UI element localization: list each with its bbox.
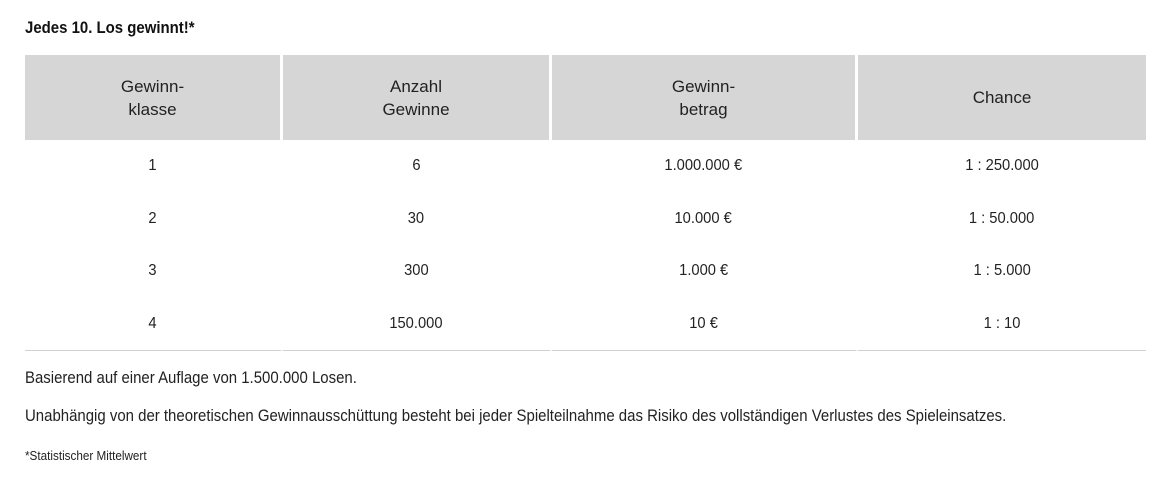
cell-text: 2 — [148, 209, 157, 227]
cell-anzahl — [283, 298, 552, 352]
cell-gewinnklasse — [25, 245, 283, 298]
header-gewinnklasse — [25, 55, 283, 140]
cell-anzahl — [283, 140, 552, 193]
cell-text: 10.000 € — [674, 209, 733, 227]
cell-text: 6 — [411, 157, 421, 175]
cell-text: 1.000 € — [678, 262, 729, 280]
cell-text: 1 : 250.000 — [965, 157, 1039, 175]
cell-text: 4 — [148, 314, 157, 332]
cell-text: 1.000.000 € — [664, 157, 743, 175]
cell-gewinnklasse — [25, 298, 283, 352]
header-gewinnbetrag — [552, 55, 858, 140]
prize-section — [25, 0, 1146, 463]
cell-betrag — [552, 193, 858, 246]
cell-betrag — [552, 140, 858, 193]
header-chance — [858, 55, 1146, 140]
table-row — [25, 298, 1146, 352]
cell-chance — [858, 245, 1146, 298]
header-line: Anzahl — [390, 76, 442, 96]
cell-text: 30 — [407, 209, 425, 227]
cell-gewinnklasse — [25, 140, 283, 193]
cell-text: 1 : 10 — [983, 314, 1021, 332]
risk-disclaimer: Unabhängig von der theoretischen Gewinnausschüttung besteht bei jeder Spielteilnahme das Risiko des vollständigen Verlustes des Spieleinsatzes. — [25, 406, 1007, 425]
cell-anzahl — [283, 245, 552, 298]
header-anzahl-gewinne — [283, 55, 552, 140]
header-line: Gewinn- — [671, 76, 736, 96]
header-line: Gewinn- — [120, 76, 185, 96]
cell-text: 3 — [148, 262, 157, 280]
cell-anzahl — [283, 193, 552, 246]
table-row — [25, 140, 1146, 193]
cell-text: 1 : 50.000 — [969, 209, 1035, 227]
table-header-row — [25, 55, 1146, 140]
header-line: klasse — [128, 99, 177, 119]
cell-chance — [858, 298, 1146, 352]
section-title: Jedes 10. Los gewinnt!* — [25, 18, 195, 37]
cell-gewinnklasse — [25, 193, 283, 246]
prize-table — [25, 55, 1146, 351]
cell-chance — [858, 193, 1146, 246]
cell-chance — [858, 140, 1146, 193]
table-row — [25, 193, 1146, 246]
footnote: *Statistischer Mittelwert — [25, 448, 147, 463]
header-line: betrag — [679, 99, 728, 119]
cell-text: 10 € — [689, 314, 718, 332]
edition-note: Basierend auf einer Auflage von 1.500.000 Losen. — [25, 368, 357, 387]
header-line: Chance — [972, 88, 1032, 107]
cell-text: 1 — [148, 157, 157, 175]
cell-text: 1 : 5.000 — [973, 262, 1031, 280]
cell-text: 150.000 — [389, 314, 443, 332]
table-row — [25, 245, 1146, 298]
cell-text: 300 — [403, 262, 429, 280]
header-line: Gewinne — [382, 99, 450, 119]
cell-betrag — [552, 298, 858, 352]
cell-betrag — [552, 245, 858, 298]
